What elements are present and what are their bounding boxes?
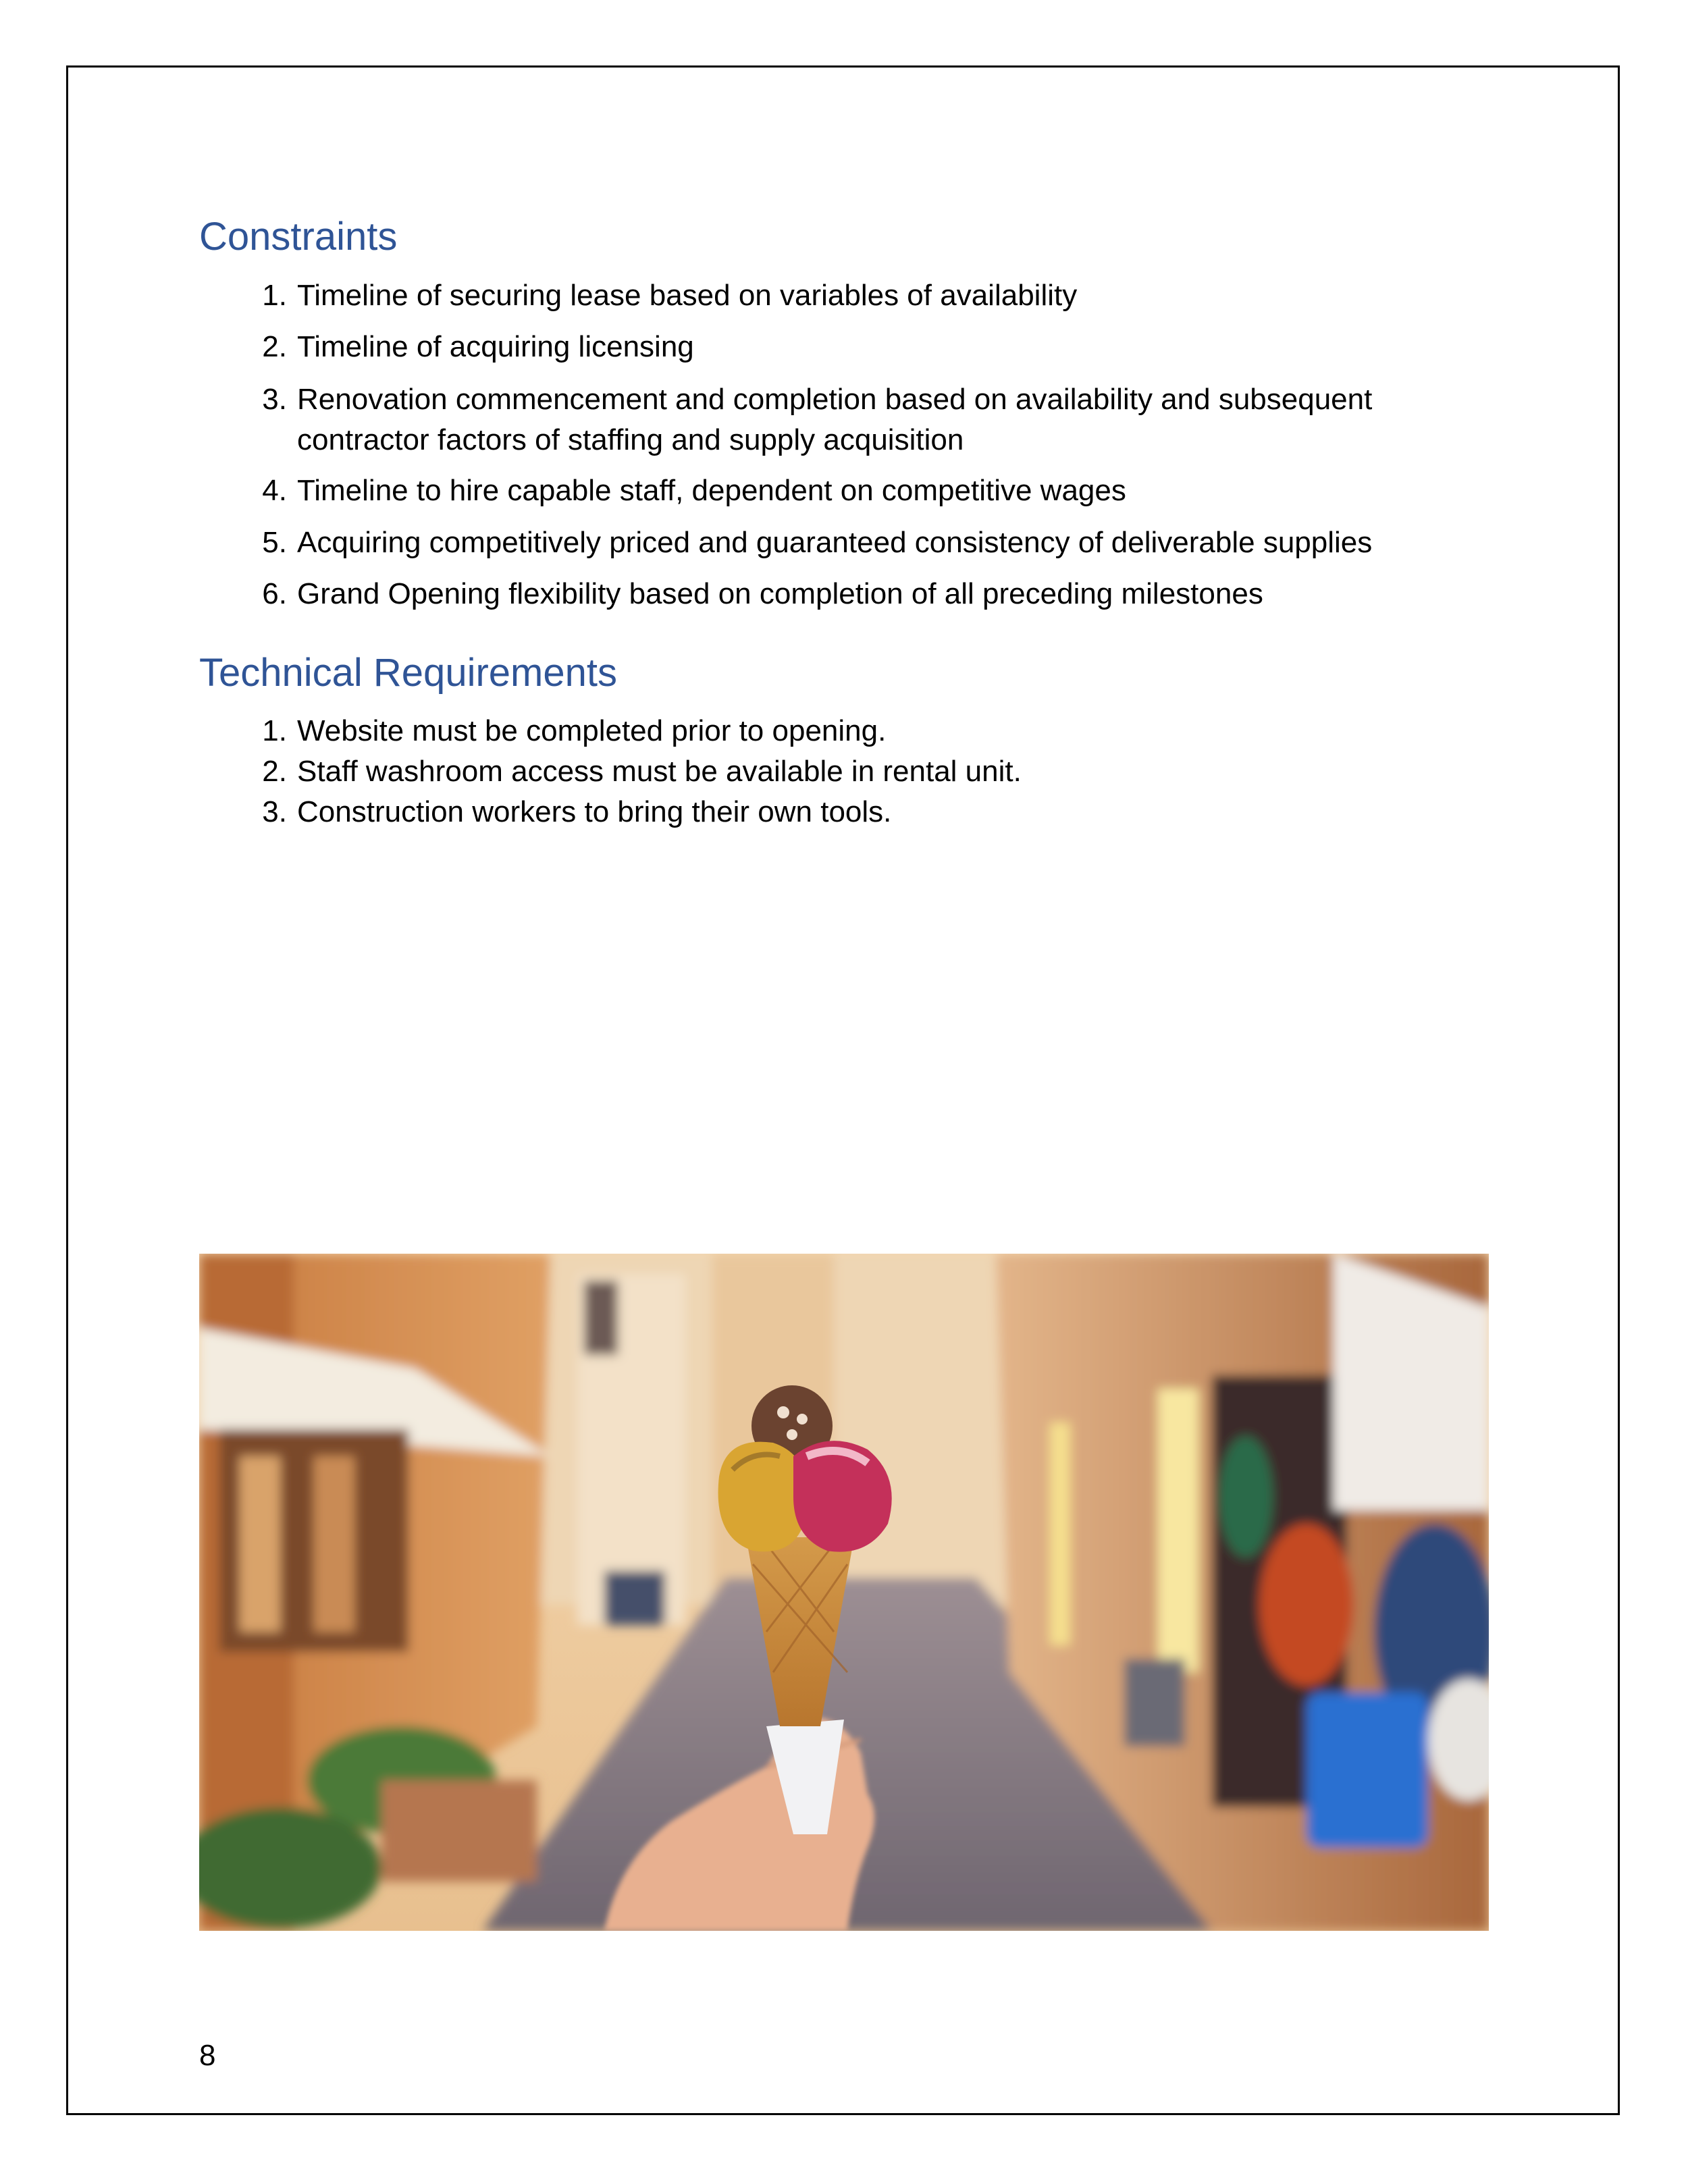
list-number: 2. bbox=[262, 330, 287, 363]
list-number: 6. bbox=[262, 577, 287, 610]
page-number: 8 bbox=[199, 2039, 216, 2072]
list-number: 5. bbox=[262, 526, 287, 559]
list-text: Timeline of acquiring licensing bbox=[297, 330, 694, 363]
list-text: Acquiring competitively priced and guaranteed consistency of deliverable supplies bbox=[297, 526, 1373, 559]
list-text: Renovation commencement and completion based on availability and subsequent bbox=[297, 383, 1373, 416]
technical-requirements-heading: Technical Requirements bbox=[199, 651, 617, 695]
list-text: Timeline of securing lease based on variables of availability bbox=[297, 279, 1078, 312]
list-number: 3. bbox=[262, 795, 287, 828]
list-text: Timeline to hire capable staff, dependent on competitive wages bbox=[297, 474, 1126, 507]
ice-cream-photo bbox=[199, 1254, 1489, 1931]
list-number: 1. bbox=[262, 279, 287, 312]
constraints-heading: Constraints bbox=[199, 215, 398, 259]
list-text: contractor factors of staffing and supply acquisition bbox=[297, 423, 964, 456]
list-text: Construction workers to bring their own tools. bbox=[297, 795, 892, 828]
list-number: 4. bbox=[262, 474, 287, 507]
list-number: 1. bbox=[262, 714, 287, 747]
list-text: Staff washroom access must be available in rental unit. bbox=[297, 755, 1022, 788]
list-text: Grand Opening flexibility based on completion of all preceding milestones bbox=[297, 577, 1263, 610]
list-number: 3. bbox=[262, 383, 287, 416]
list-number: 2. bbox=[262, 755, 287, 788]
list-text: Website must be completed prior to opening. bbox=[297, 714, 887, 747]
